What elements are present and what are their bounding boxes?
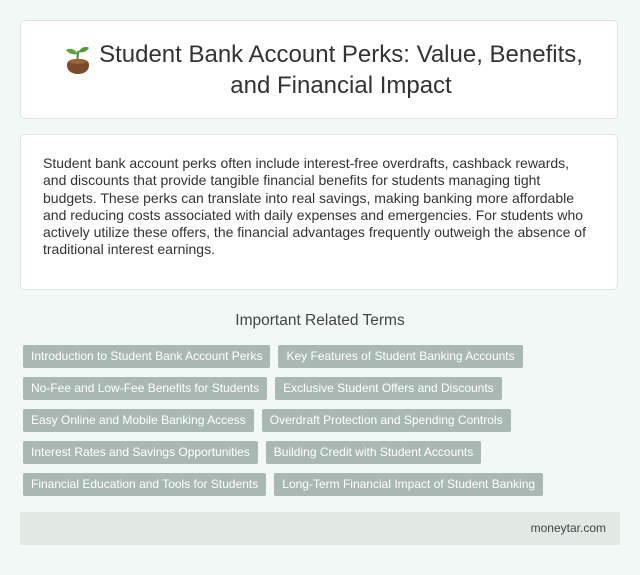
intro-paragraph: Student bank account perks often include interest-free overdrafts, cashback rewards, and discounts that provide tangible financial benefits for students managing tight budgets. These perks can translate into real savings, making banking more affordable and reducing costs associated with daily expenses and emergencies. For students who actively utilize these offers, the financial advantages frequently outweigh the absence of traditional interest earnings. xyxy=(43,155,586,258)
term-tag[interactable]: No-Fee and Low-Fee Benefits for Students xyxy=(23,377,267,400)
related-terms-heading: Important Related Terms xyxy=(235,312,405,329)
title-wrap xyxy=(21,39,617,101)
term-tag[interactable]: Introduction to Student Bank Account Perks xyxy=(23,345,270,368)
term-tag[interactable]: Overdraft Protection and Spending Controls xyxy=(262,409,511,432)
page-title: Student Bank Account Perks: Value, Benefits, and Financial Impact xyxy=(99,40,583,99)
related-terms-list xyxy=(23,345,623,496)
intro-card xyxy=(20,134,618,290)
footer-site-link[interactable]: moneytar.com xyxy=(530,521,606,535)
term-tag[interactable]: Building Credit with Student Accounts xyxy=(266,441,481,464)
term-tag[interactable]: Long-Term Financial Impact of Student Banking xyxy=(274,473,543,496)
sprout-icon xyxy=(61,43,95,77)
footer xyxy=(20,512,620,545)
title-card xyxy=(20,20,618,119)
term-tag[interactable]: Financial Education and Tools for Students xyxy=(23,473,266,496)
term-tag[interactable]: Key Features of Student Banking Accounts xyxy=(278,345,522,368)
term-tag[interactable]: Interest Rates and Savings Opportunities xyxy=(23,441,258,464)
term-tag[interactable]: Easy Online and Mobile Banking Access xyxy=(23,409,254,432)
term-tag[interactable]: Exclusive Student Offers and Discounts xyxy=(275,377,502,400)
